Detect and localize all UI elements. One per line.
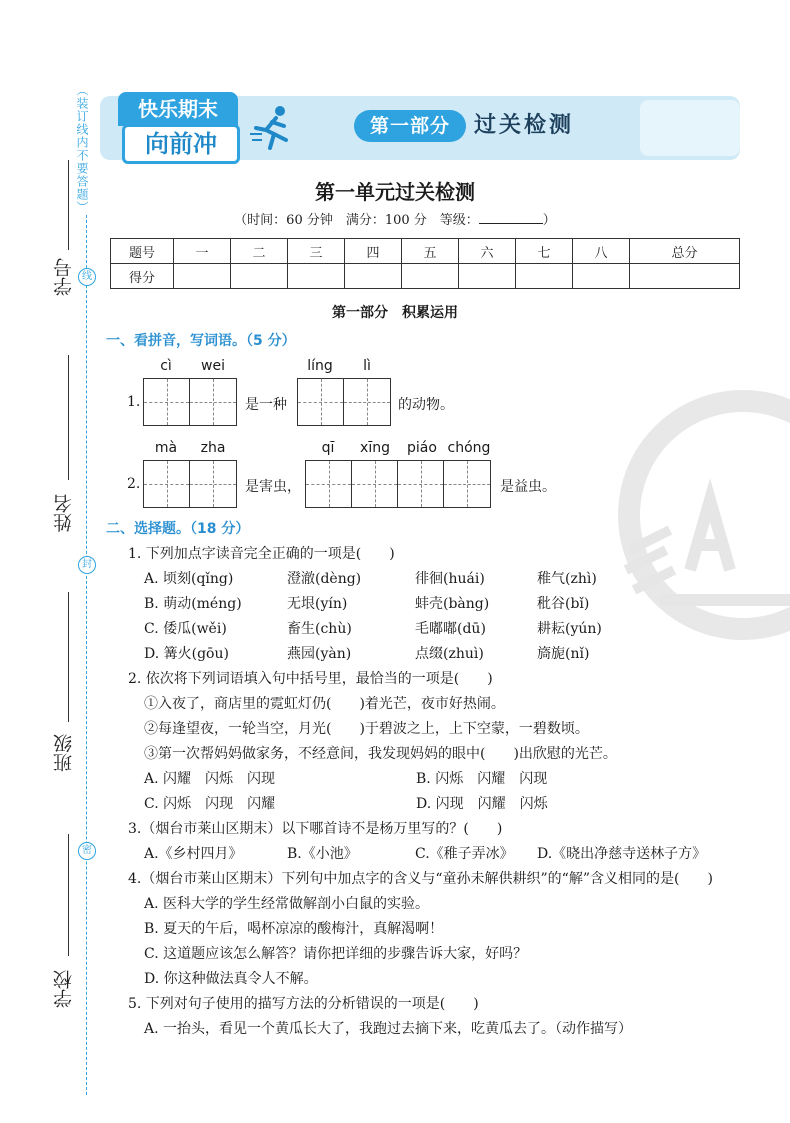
option-a2: 澄澈(dèng) <box>287 571 362 587</box>
sentence-text: 是一种 <box>245 397 287 413</box>
pinyin-label: wei <box>201 358 225 374</box>
binding-dashed-line <box>86 215 87 1095</box>
score-cell[interactable] <box>516 264 573 289</box>
table-header-cell: 三 <box>288 239 345 264</box>
pinyin-label: líng <box>307 358 333 374</box>
part-title: 过关检测 <box>474 113 575 138</box>
question-stem: 1. 下列加点字读音完全正确的一项是( ) <box>128 546 395 562</box>
pinyin-label: piáo <box>407 440 437 456</box>
item-number: 2. <box>127 476 141 492</box>
seal-mark: 封 <box>78 556 96 574</box>
seal-mark: 密 <box>78 842 96 860</box>
header-band-accent <box>640 100 740 156</box>
table-header-cell: 四 <box>345 239 402 264</box>
pinyin-label: qī <box>321 440 335 456</box>
sentence-text: 是害虫， <box>245 479 301 495</box>
option-c1[interactable]: C. 倭瓜(wěi) <box>144 621 227 637</box>
option-d[interactable]: D. 闪现 闪耀 闪烁 <box>416 796 548 812</box>
field-line-school[interactable] <box>68 834 69 956</box>
pinyin-label: mà <box>154 440 178 456</box>
option-c[interactable]: C. 闪烁 闪现 闪耀 <box>144 796 276 812</box>
question-stem: 5. 下列对句子使用的描写方法的分析错误的一项是( ) <box>128 996 479 1012</box>
option-a[interactable]: A.《乡村四月》 <box>144 846 243 862</box>
answer-line-1 <box>0 378 790 428</box>
question-stem: 4.（烟台市莱山区期末）下列句中加点字的含义与“童孙未解供耕织”的“解”含义相同的是( ) <box>128 871 713 887</box>
option-d4: 旖旎(nǐ) <box>537 646 590 662</box>
option-a[interactable]: A. 医科大学的学生经常做解剖小白鼠的实验。 <box>144 896 430 912</box>
pinyin-label: lì <box>363 358 371 374</box>
exam-info-close: ） <box>542 213 556 228</box>
option-b[interactable]: B.《小池》 <box>287 846 358 862</box>
writing-grid[interactable] <box>297 378 391 426</box>
option-a3: 徘徊(huái) <box>415 571 485 587</box>
table-header-cell: 总分 <box>630 239 740 264</box>
option-a[interactable]: A. 一抬头，看见一个黄瓜长大了，我跑过去摘下来，吃黄瓜去了。（动作描写） <box>144 1021 633 1037</box>
sentence-text: ①入夜了，商店里的霓虹灯仍( )着光芒，夜市好热闹。 <box>144 696 505 712</box>
pinyin-label: chóng <box>447 440 491 456</box>
option-b1[interactable]: B. 萌动(méng) <box>144 596 242 612</box>
item-number: 1. <box>127 394 141 410</box>
table-header-cell: 六 <box>459 239 516 264</box>
option-c[interactable]: C.《稚子弄冰》 <box>415 846 514 862</box>
field-line-student-id[interactable] <box>68 160 69 250</box>
score-cell[interactable] <box>231 264 288 289</box>
table-row-label: 得分 <box>111 264 174 289</box>
option-d3: 点缀(zhuì) <box>415 646 484 662</box>
option-b[interactable]: B. 夏天的午后，喝杯凉凉的酸梅汁，真解渴啊！ <box>144 921 444 937</box>
option-grid <box>144 568 704 668</box>
grade-blank[interactable] <box>479 211 543 224</box>
binding-note: （装订线内不要答题） <box>75 84 89 214</box>
table-header-cell: 一 <box>174 239 231 264</box>
option-a[interactable]: A. 闪耀 闪烁 闪现 <box>144 771 276 787</box>
option-b2: 无垠(yín) <box>287 596 348 612</box>
score-cell[interactable] <box>630 264 740 289</box>
sentence-text: ②每逢望夜，一轮当空，月光( )于碧波之上，上下空蒙，一碧数顷。 <box>144 721 589 737</box>
score-cell[interactable] <box>459 264 516 289</box>
option-a4: 稚气(zhì) <box>537 571 597 587</box>
score-cell[interactable] <box>288 264 345 289</box>
sentence-text: ③第一次帮妈妈做家务，不经意间，我发现妈妈的眼中( )出欣慰的光芒。 <box>144 746 617 762</box>
label-name: 姓名 <box>53 494 75 532</box>
pinyin-label: zha <box>200 440 226 456</box>
label-student-id: 学号 <box>53 258 75 296</box>
section-title: 第一部分 积累运用 <box>332 305 458 321</box>
table-header-cell: 题号 <box>111 239 174 264</box>
exam-info-text: （时间：60 分钟 满分：100 分 等级： <box>234 213 479 228</box>
option-b4: 秕谷(bǐ) <box>537 596 590 612</box>
option-d[interactable]: D. 你这种做法真令人不解。 <box>144 971 318 987</box>
writing-grid[interactable] <box>143 460 237 508</box>
table-header-cell: 五 <box>402 239 459 264</box>
pinyin-label: cì <box>160 358 172 374</box>
score-cell[interactable] <box>345 264 402 289</box>
question-stem: 2. 依次将下列词语填入句中括号里，最恰当的一项是( ) <box>128 671 493 687</box>
option-d1[interactable]: D. 篝火(gōu) <box>144 646 229 662</box>
score-cell[interactable] <box>573 264 630 289</box>
table-header-cell: 二 <box>231 239 288 264</box>
exam-info <box>0 209 790 228</box>
label-class: 班级 <box>53 734 75 772</box>
option-c[interactable]: C. 这道题应该怎么解答？请你把详细的步骤告诉大家，好吗？ <box>144 946 528 962</box>
runner-icon <box>248 104 292 152</box>
option-d2: 燕园(yàn) <box>287 646 352 662</box>
score-cell[interactable] <box>402 264 459 289</box>
writing-grid[interactable] <box>305 460 491 508</box>
logo-bottom-text: 向前冲 <box>122 124 240 164</box>
question-stem: 3.（烟台市莱山区期末）以下哪首诗不是杨万里写的？( ) <box>128 821 503 837</box>
logo-top-text: 快乐期末 <box>118 92 238 126</box>
table-row <box>111 264 740 289</box>
score-cell[interactable] <box>174 264 231 289</box>
option-d[interactable]: D.《晓出净慈寺送林子方》 <box>537 846 707 862</box>
option-c2: 畜生(chù) <box>287 621 352 637</box>
question-heading: 二、选择题。（18 分） <box>106 521 250 537</box>
page-title: 第一单元过关检测 <box>315 180 475 204</box>
score-table <box>110 238 740 289</box>
option-c4: 耕耘(yún) <box>537 621 602 637</box>
label-school: 学校 <box>53 970 75 1008</box>
pinyin-label: xīng <box>360 440 390 456</box>
table-header-cell: 七 <box>516 239 573 264</box>
table-header-cell: 八 <box>573 239 630 264</box>
sentence-text: 的动物。 <box>398 397 454 413</box>
question-heading: 一、看拼音，写词语。（5 分） <box>106 333 296 349</box>
writing-grid[interactable] <box>143 378 237 426</box>
part-label: 第一部分 <box>354 110 466 142</box>
option-c3: 毛嘟嘟(dū) <box>415 621 486 637</box>
option-b3: 蚌壳(bàng) <box>415 596 490 612</box>
sentence-text: 是益虫。 <box>500 479 556 495</box>
field-line-class[interactable] <box>68 592 69 722</box>
option-a1[interactable]: A. 顷刻(qǐng) <box>144 571 234 587</box>
answer-line-2 <box>0 460 790 510</box>
seal-mark: 线 <box>78 268 96 286</box>
option-b[interactable]: B. 闪烁 闪耀 闪现 <box>416 771 548 787</box>
table-row <box>111 239 740 264</box>
